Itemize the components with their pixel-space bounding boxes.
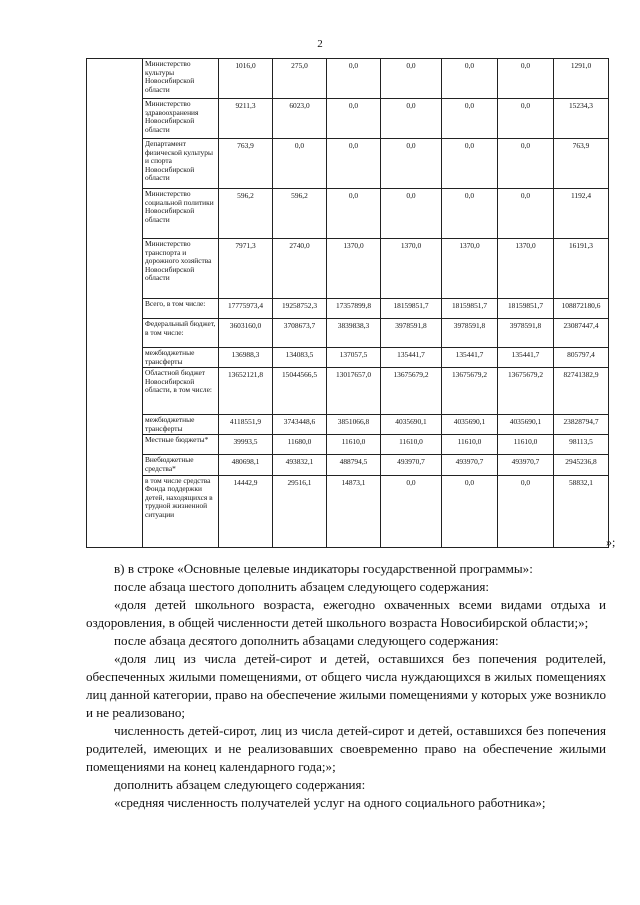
row-value: 17775973,4	[219, 299, 273, 319]
table-row	[87, 435, 609, 455]
row-value: 17357899,8	[327, 299, 381, 319]
table-row	[87, 99, 609, 139]
paragraph: после абзаца шестого дополнить абзацем следующего содержания:	[114, 579, 490, 594]
row-value: 0,0	[442, 59, 498, 99]
row-label: Министерство здравоохранения Новосибирской области	[143, 99, 219, 139]
row-value: 1370,0	[327, 239, 381, 299]
row-value: 15044566,5	[273, 368, 327, 415]
row-value: 11610,0	[381, 435, 442, 455]
row-value: 9211,3	[219, 99, 273, 139]
row-value: 0,0	[498, 475, 554, 547]
paragraph: после абзаца десятого дополнить абзацами следующего содержания:	[114, 633, 499, 648]
row-value: 493970,7	[381, 455, 442, 475]
row-value: 135441,7	[442, 348, 498, 368]
row-value: 0,0	[327, 139, 381, 189]
row-value: 3743448,6	[273, 415, 327, 435]
row-value: 16191,3	[554, 239, 609, 299]
row-value: 4035690,1	[498, 415, 554, 435]
budget-table-body	[87, 59, 609, 548]
row-value: 0,0	[381, 189, 442, 239]
row-value: 82741382,9	[554, 368, 609, 415]
page-number: 2	[317, 38, 323, 50]
row-value: 805797,4	[554, 348, 609, 368]
row-value: 0,0	[381, 99, 442, 139]
row-value: 480698,1	[219, 455, 273, 475]
row-value: 1291,0	[554, 59, 609, 99]
row-value: 763,9	[554, 139, 609, 189]
row-value: 6023,0	[273, 99, 327, 139]
table-blank-column	[87, 59, 143, 548]
row-value: 29516,1	[273, 475, 327, 547]
table-row	[87, 415, 609, 435]
table-row	[87, 139, 609, 189]
row-value: 11610,0	[498, 435, 554, 455]
row-value: 4118551,9	[219, 415, 273, 435]
row-label: межбюджетные трансферты	[143, 415, 219, 435]
row-value: 0,0	[442, 189, 498, 239]
row-value: 18159851,7	[381, 299, 442, 319]
row-value: 3978591,8	[442, 319, 498, 348]
row-value: 3978591,8	[381, 319, 442, 348]
row-label: межбюджетные трансферты	[143, 348, 219, 368]
row-value: 3708673,7	[273, 319, 327, 348]
row-value: 2740,0	[273, 239, 327, 299]
table-row	[87, 319, 609, 348]
paragraph: дополнить абзацем следующего содержания:	[114, 777, 366, 792]
row-value: 135441,7	[498, 348, 554, 368]
row-value: 488794,5	[327, 455, 381, 475]
table-row	[87, 455, 609, 475]
row-value: 4035690,1	[381, 415, 442, 435]
row-value: 0,0	[381, 475, 442, 547]
row-value: 58832,1	[554, 475, 609, 547]
row-value: 0,0	[498, 189, 554, 239]
row-value: 0,0	[327, 99, 381, 139]
row-value: 19258752,3	[273, 299, 327, 319]
row-value: 23087447,4	[554, 319, 609, 348]
row-value: 1370,0	[381, 239, 442, 299]
row-value: 15234,3	[554, 99, 609, 139]
row-label: в том числе средства Фонда поддержки детей, находящихся в трудной жизненной ситуации	[143, 475, 219, 547]
row-value: 18159851,7	[442, 299, 498, 319]
row-value: 1192,4	[554, 189, 609, 239]
row-value: 3851066,8	[327, 415, 381, 435]
paragraph: «доля лиц из числа детей-сирот и детей, оставшихся без попечения родителей, обеспеченных жилыми помещениями, от общего числа нуждающихся в жилых помещениях лиц данной категории, право на обеспечение жилыми помещениями у которых уже возникло и не реализовано;	[86, 651, 606, 720]
row-value: 0,0	[442, 99, 498, 139]
row-value: 493970,7	[442, 455, 498, 475]
row-value: 763,9	[219, 139, 273, 189]
row-value: 0,0	[498, 59, 554, 99]
row-label: Федеральный бюджет, в том числе:	[143, 319, 219, 348]
paragraph: в) в строке «Основные целевые индикаторы государственной программы»:	[114, 561, 533, 576]
table-row	[87, 299, 609, 319]
row-label: Департамент физической культуры и спорта Новосибирской области	[143, 139, 219, 189]
table-row	[87, 189, 609, 239]
row-value: 596,2	[219, 189, 273, 239]
row-value: 2945236,8	[554, 455, 609, 475]
amendment-text	[86, 560, 606, 812]
row-label: Областной бюджет Новосибирской области, в том числе:	[143, 368, 219, 415]
row-value: 493970,7	[498, 455, 554, 475]
table-row	[87, 475, 609, 547]
table-row	[87, 348, 609, 368]
row-label: Внебюджетные средства*	[143, 455, 219, 475]
row-value: 134083,5	[273, 348, 327, 368]
row-value: 13675679,2	[498, 368, 554, 415]
row-value: 0,0	[442, 475, 498, 547]
row-value: 0,0	[381, 139, 442, 189]
paragraph: «доля детей школьного возраста, ежегодно охваченных всеми видами отдыха и оздоровления, в общей численности детей школьного возраста Новосибирской области;»;	[86, 597, 606, 630]
row-value: 1370,0	[498, 239, 554, 299]
row-value: 0,0	[442, 139, 498, 189]
row-value: 0,0	[498, 139, 554, 189]
row-value: 136988,3	[219, 348, 273, 368]
row-label: Всего, в том числе:	[143, 299, 219, 319]
row-value: 4035690,1	[442, 415, 498, 435]
row-value: 1370,0	[442, 239, 498, 299]
row-value: 98113,5	[554, 435, 609, 455]
row-value: 11680,0	[273, 435, 327, 455]
row-value: 13652121,8	[219, 368, 273, 415]
row-value: 0,0	[273, 139, 327, 189]
budget-table	[86, 58, 609, 548]
paragraph: «средняя численность получателей услуг на одного социального работника»;	[114, 795, 546, 810]
row-value: 135441,7	[381, 348, 442, 368]
table-row	[87, 368, 609, 415]
closing-quote: »;	[606, 535, 616, 549]
row-value: 11610,0	[327, 435, 381, 455]
row-label: Местные бюджеты*	[143, 435, 219, 455]
row-label: Министерство транспорта и дорожного хозяйства Новосибирской области	[143, 239, 219, 299]
row-value: 137057,5	[327, 348, 381, 368]
table-row	[87, 59, 609, 99]
row-value: 0,0	[327, 189, 381, 239]
row-value: 0,0	[327, 59, 381, 99]
row-value: 13017657,0	[327, 368, 381, 415]
row-label: Министерство социальной политики Новосибирской области	[143, 189, 219, 239]
row-value: 0,0	[498, 99, 554, 139]
row-value: 3603160,0	[219, 319, 273, 348]
row-value: 14442,9	[219, 475, 273, 547]
paragraph: численность детей-сирот, лиц из числа детей-сирот и детей, оставшихся без попечения родителей, имеющих и не реализовавших своевременно право на обеспечение жилыми помещениями на конец календарного года;»;	[86, 723, 606, 774]
row-value: 23828794,7	[554, 415, 609, 435]
row-value: 18159851,7	[498, 299, 554, 319]
row-value: 11610,0	[442, 435, 498, 455]
row-value: 275,0	[273, 59, 327, 99]
row-value: 39993,5	[219, 435, 273, 455]
row-label: Министерство культуры Новосибирской области	[143, 59, 219, 99]
row-value: 1016,0	[219, 59, 273, 99]
row-value: 493832,1	[273, 455, 327, 475]
row-value: 3839838,3	[327, 319, 381, 348]
table-row	[87, 239, 609, 299]
row-value: 3978591,8	[498, 319, 554, 348]
row-value: 108872180,6	[554, 299, 609, 319]
row-value: 596,2	[273, 189, 327, 239]
row-value: 7971,3	[219, 239, 273, 299]
row-value: 13675679,2	[381, 368, 442, 415]
row-value: 0,0	[381, 59, 442, 99]
row-value: 13675679,2	[442, 368, 498, 415]
row-value: 14873,1	[327, 475, 381, 547]
